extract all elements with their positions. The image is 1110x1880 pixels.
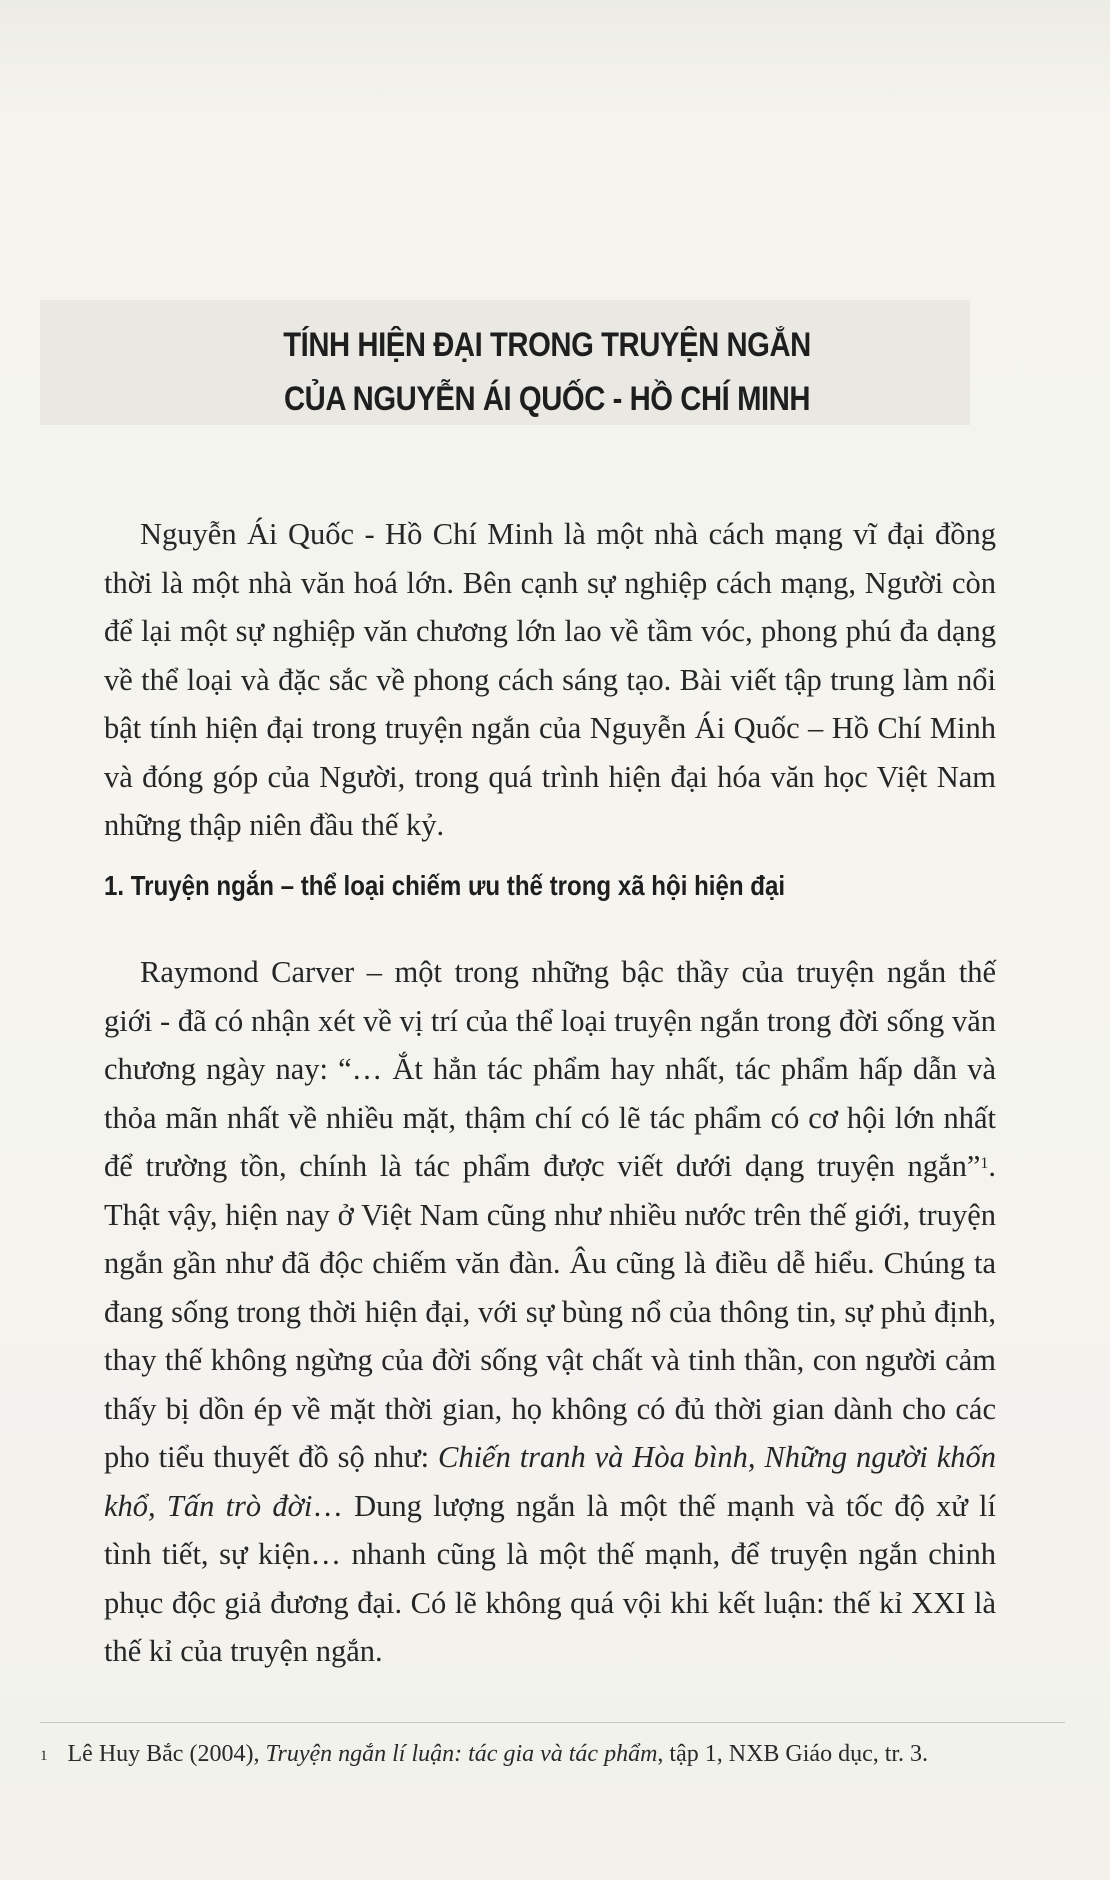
footnote-reference: 1 <box>980 1155 989 1172</box>
section-paragraph-block <box>104 948 996 1676</box>
intro-paragraph: Nguyễn Ái Quốc - Hồ Chí Minh là một nhà cách mạng vĩ đại đồng thời là một nhà văn hoá lớn. Bên cạnh sự nghiệp cách mạng, Người còn để lại một sự nghiệp văn chương lớn lao về tầm vóc, phong phú đa dạng về thể loại và đặc sắc về phong cách sáng tạo. Bài viết tập trung làm nổi bật tính hiện đại trong truyện ngắn của Nguyễn Ái Quốc – Hồ Chí Minh và đóng góp của Người, trong quá trình hiện đại hóa văn học Việt Nam những thập niên đầu thế kỷ. <box>104 517 996 842</box>
footnote-text-before: Lê Huy Bắc (2004), <box>67 1741 266 1767</box>
section-paragraph-part-2: . Thật vậy, hiện nay ở Việt Nam cũng như nhiều nước trên thế giới, truyện ngắn gần như đã độc chiếm văn đàn. Âu cũng là điều dễ hiểu. Chúng ta đang sống trong thời hiện đại, với sự bùng nổ của thông tin, sự phủ định, thay thế không ngừng của đời sống vật chất và tinh thần, con người cảm thấy bị dồn ép về mặt thời gian, họ không có đủ thời gian dành cho các pho tiểu thuyết đồ sộ như: <box>104 1149 996 1474</box>
chapter-title-line-1: TÍNH HIỆN ĐẠI TRONG TRUYỆN NGẮN <box>283 326 811 364</box>
section-paragraph <box>104 948 996 1676</box>
footnote-text-after: , tập 1, NXB Giáo dục, tr. 3. <box>657 1741 929 1767</box>
section-paragraph-part-1: Raymond Carver – một trong những bậc thầy của truyện ngắn thế giới - đã có nhận xét về vị trí của thể loại truyện ngắn trong đời sống văn chương ngày nay: “… Ắt hẳn tác phẩm hay nhất, tác phẩm hấp dẫn và thỏa mãn nhất về nhiều mặt, thậm chí có lẽ tác phẩm có cơ hội lớn nhất để trường tồn, chính là tác phẩm được viết dưới dạng truyện ngắn” <box>104 955 996 1183</box>
section-paragraph-italic-titles: Chiến tranh và Hòa bình, Những người khốn khổ, Tấn trò đời <box>104 1440 996 1523</box>
chapter-title <box>70 318 1025 426</box>
chapter-title-line-2: CỦA NGUYỄN ÁI QUỐC - HỒ CHÍ MINH <box>283 380 811 418</box>
section-paragraph-part-3: … Dung lượng ngắn là một thế mạnh và tốc độ xử lí tình tiết, sự kiện… nhanh cũng là một thế mạnh, để truyện ngắn chinh phục độc giả đương đại. Có lẽ không quá vội khi kết luận: thế kỉ XXI là thế kỉ của truyện ngắn. <box>104 1488 996 1668</box>
section-heading: 1. Truyện ngắn – thể loại chiếm ưu thế trong xã hội hiện đại <box>104 870 786 901</box>
intro-paragraph-block <box>104 510 996 850</box>
footnote-mark: 1 <box>40 1748 48 1764</box>
footnote-book-title: Truyện ngắn lí luận: tác gia và tác phẩm <box>265 1741 658 1767</box>
footnote <box>40 1736 928 1772</box>
footnote-divider <box>40 1722 1065 1723</box>
